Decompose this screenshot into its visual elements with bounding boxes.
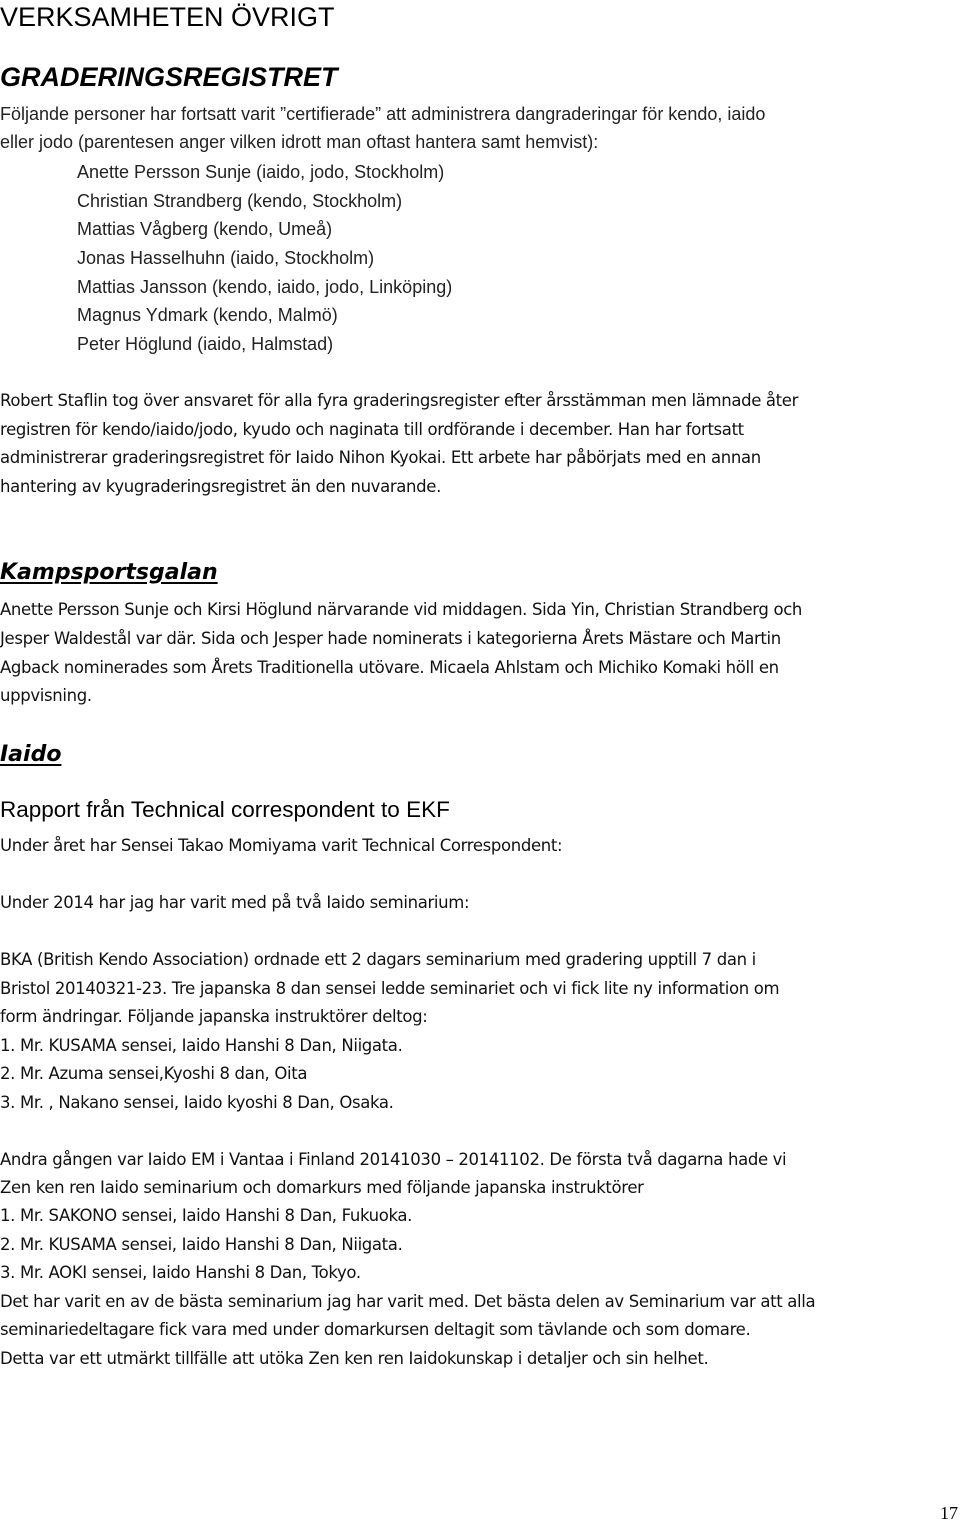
- paragraph-line: hantering av kyugraderingsregistret än den nuvarande.: [0, 477, 441, 496]
- section-title-graderingsregistret: GRADERINGSREGISTRET: [0, 62, 338, 92]
- list-item: 1. Mr. SAKONO sensei, Iaido Hanshi 8 Dan, Fukuoka.: [0, 1206, 413, 1225]
- person-item: Christian Strandberg (kendo, Stockholm): [77, 191, 403, 211]
- paragraph-line: seminariedeltagare fick vara med under domarkursen deltagit som tävlande och som domare.: [0, 1320, 751, 1339]
- paragraph-line: Anette Persson Sunje och Kirsi Höglund närvarande vid middagen. Sida Yin, Christian Strandberg och: [0, 600, 803, 619]
- person-item: Mattias Jansson (kendo, iaido, jodo, Linköping): [77, 277, 453, 297]
- person-item: Anette Persson Sunje (iaido, jodo, Stockholm): [77, 162, 445, 182]
- intro-line: Följande personer har fortsatt varit ”certifierade” att administrera dangraderingar för kendo, iaido: [0, 104, 766, 124]
- paragraph-line: Under året har Sensei Takao Momiyama varit Technical Correspondent:: [0, 836, 563, 855]
- person-item: Magnus Ydmark (kendo, Malmö): [77, 305, 338, 325]
- page-title: VERKSAMHETEN ÖVRIGT: [0, 2, 335, 32]
- page-number: 17: [940, 1503, 958, 1523]
- report-title: Rapport från Technical correspondent to EKF: [0, 797, 450, 822]
- list-item: 1. Mr. KUSAMA sensei, Iaido Hanshi 8 Dan, Niigata.: [0, 1036, 403, 1055]
- section-heading-kampsportsgalan: Kampsportsgalan: [0, 560, 218, 585]
- paragraph-line: Jesper Waldestål var där. Sida och Jesper hade nominerats i kategorierna Årets Mästare och Martin: [0, 629, 781, 648]
- paragraph-line: form ändringar. Följande japanska instruktörer deltog:: [0, 1007, 428, 1026]
- list-item: 3. Mr. , Nakano sensei, Iaido kyoshi 8 Dan, Osaka.: [0, 1093, 394, 1112]
- list-item: 2. Mr. KUSAMA sensei, Iaido Hanshi 8 Dan, Niigata.: [0, 1235, 403, 1254]
- list-item: 3. Mr. AOKI sensei, Iaido Hanshi 8 Dan, Tokyo.: [0, 1263, 361, 1282]
- paragraph-line: Andra gången var Iaido EM i Vantaa i Finland 20141030 – 20141102. De första två dagarna hade vi: [0, 1150, 787, 1169]
- intro-line: eller jodo (parentesen anger vilken idrott man oftast hantera samt hemvist):: [0, 132, 599, 152]
- section-heading-iaido: Iaido: [0, 742, 62, 767]
- paragraph-line: administrerar graderingsregistret för Iaido Nihon Kyokai. Ett arbete har påbörjats med en annan: [0, 448, 761, 467]
- person-item: Peter Höglund (iaido, Halmstad): [77, 334, 334, 354]
- paragraph-line: registren för kendo/iaido/jodo, kyudo och naginata till ordförande i december. Han har fortsatt: [0, 420, 744, 439]
- paragraph-line: Agback nominerades som Årets Traditionella utövare. Micaela Ahlstam och Michiko Komaki höll en: [0, 658, 779, 677]
- paragraph-line: Robert Staflin tog över ansvaret för alla fyra graderingsregister efter årsstämman men lämnade åter: [0, 391, 799, 410]
- paragraph-line: BKA (British Kendo Association) ordnade ett 2 dagars seminarium med gradering upptill 7 dan i: [0, 950, 756, 969]
- person-item: Mattias Vågberg (kendo, Umeå): [77, 219, 333, 239]
- paragraph-line: Bristol 20140321-23. Tre japanska 8 dan sensei ledde seminariet och vi fick lite ny information om: [0, 979, 780, 998]
- person-item: Jonas Hasselhuhn (iaido, Stockholm): [77, 248, 375, 268]
- paragraph-line: Det har varit en av de bästa seminarium jag har varit med. Det bästa delen av Seminarium var att alla: [0, 1292, 816, 1311]
- list-item: 2. Mr. Azuma sensei,Kyoshi 8 dan, Oita: [0, 1064, 308, 1083]
- paragraph-line: Detta var ett utmärkt tillfälle att utöka Zen ken ren Iaidokunskap i detaljer och sin helhet.: [0, 1349, 709, 1368]
- paragraph-line: uppvisning.: [0, 686, 92, 705]
- paragraph-line: Zen ken ren Iaido seminarium och domarkurs med följande japanska instruktörer: [0, 1178, 644, 1197]
- paragraph-line: Under 2014 har jag har varit med på två Iaido seminarium:: [0, 893, 470, 912]
